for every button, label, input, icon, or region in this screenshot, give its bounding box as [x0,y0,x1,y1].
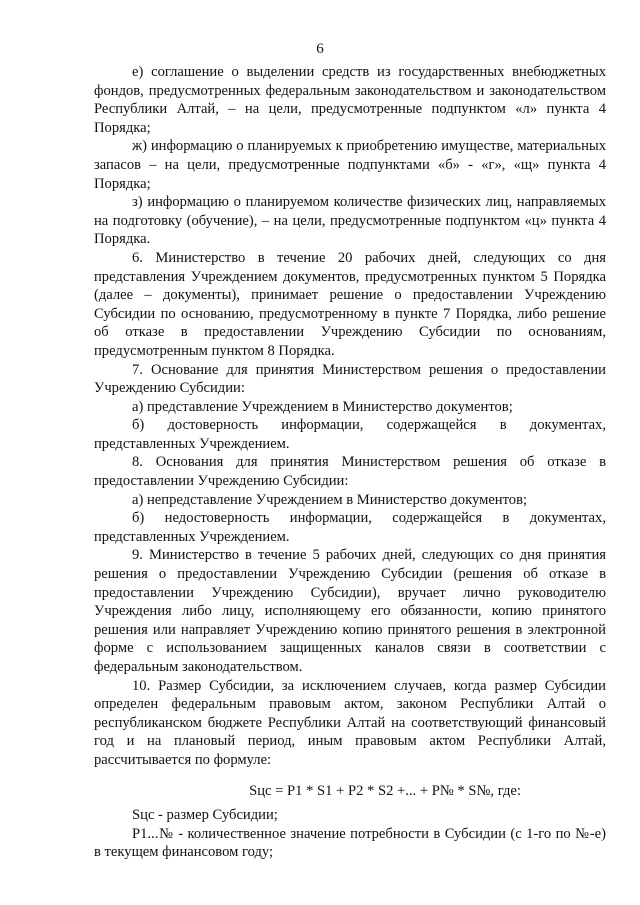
paragraph-6-decision: 6. Министерство в течение 20 рабочих дней, следующих со дня представления Учреждением документов, предусмотренных пунктом 5 Порядка (далее – документы), принимает решение о предоставлении Учреждению Субсидии по основанию, предусмотренному в пункте 7 Порядка, либо решение об отказе в предоставлении Учреждению Субсидии по основаниям, предусмотренным пунктом 8 Порядка. [94,249,606,359]
paragraph-7a: а) представление Учреждением в Министерство документов; [132,398,513,415]
paragraph-10-amount: 10. Размер Субсидии, за исключением случаев, когда размер Субсидии определен федеральным правовым актом, законом Республики Алтай о республиканском бюджете Республики Алтай на соответствующий финансовый год и на плановый период, иным правовым актом Республики Алтай, рассчитывается по формуле: [94,677,606,768]
definition-p: P1...№ - количественное значение потребности в Субсидии (с 1-го по №-е) в текущем финансовом году; [94,825,606,861]
paragraph-7b: б) достоверность информации, содержащейся в документах, представленных Учреждением. [94,417,606,452]
paragraph-7-grounds: 7. Основание для принятия Министерством решения о предоставлении Учреждению Субсидии: [94,361,606,397]
subsidy-formula: Sцс = P1 * S1 + P2 * S2 +... + P№ * S№, где: [249,782,521,799]
paragraph-e-agreement: е) соглашение о выделении средств из государственных внебюджетных фондов, предусмотренных федеральным законодательством и законодательством Республики Алтай, – на цели, предусмотренные подпунктом «л» пункта 4 Порядка; [94,64,606,136]
paragraph-8a: а) непредставление Учреждением в Министерство документов; [132,491,528,508]
paragraph-8b: б) недостоверность информации, содержащейся в документах, представленных Учреждением. [94,510,606,545]
paragraph-z-persons-info: з) информацию о планируемом количестве физических лиц, направляемых на подготовку (обучение), – на цели, предусмотренные подпунктом «ц» пункта 4 Порядка. [94,194,606,248]
paragraph-8-refusal-grounds: 8. Основания для принятия Министерством решения об отказе в предоставлении Учреждению Субсидии: [94,454,606,490]
paragraph-zh-property-info: ж) информацию о планируемых к приобретению имуществе, материальных запасов – на цели, предусмотренные подпунктами «б» - «г», «щ» пункта 4 Порядка; [94,138,606,192]
definition-s: Sцс - размер Субсидии; [132,807,278,824]
document-body [94,63,606,862]
page-number: 6 [316,41,324,57]
paragraph-9-delivery: 9. Министерство в течение 5 рабочих дней, следующих со дня принятия решения о предоставлении Учреждению Субсидии (решения об отказе в предоставлении Учреждению Субсидии), вручает лично руководителю Учреждения либо лицу, исполняющему его обязанности, копию принятого решения или направляет Учреждению копию принятого решения в электронной форме с использованием защищенных каналов связи в соответствии с федеральным законодательством. [94,547,606,675]
